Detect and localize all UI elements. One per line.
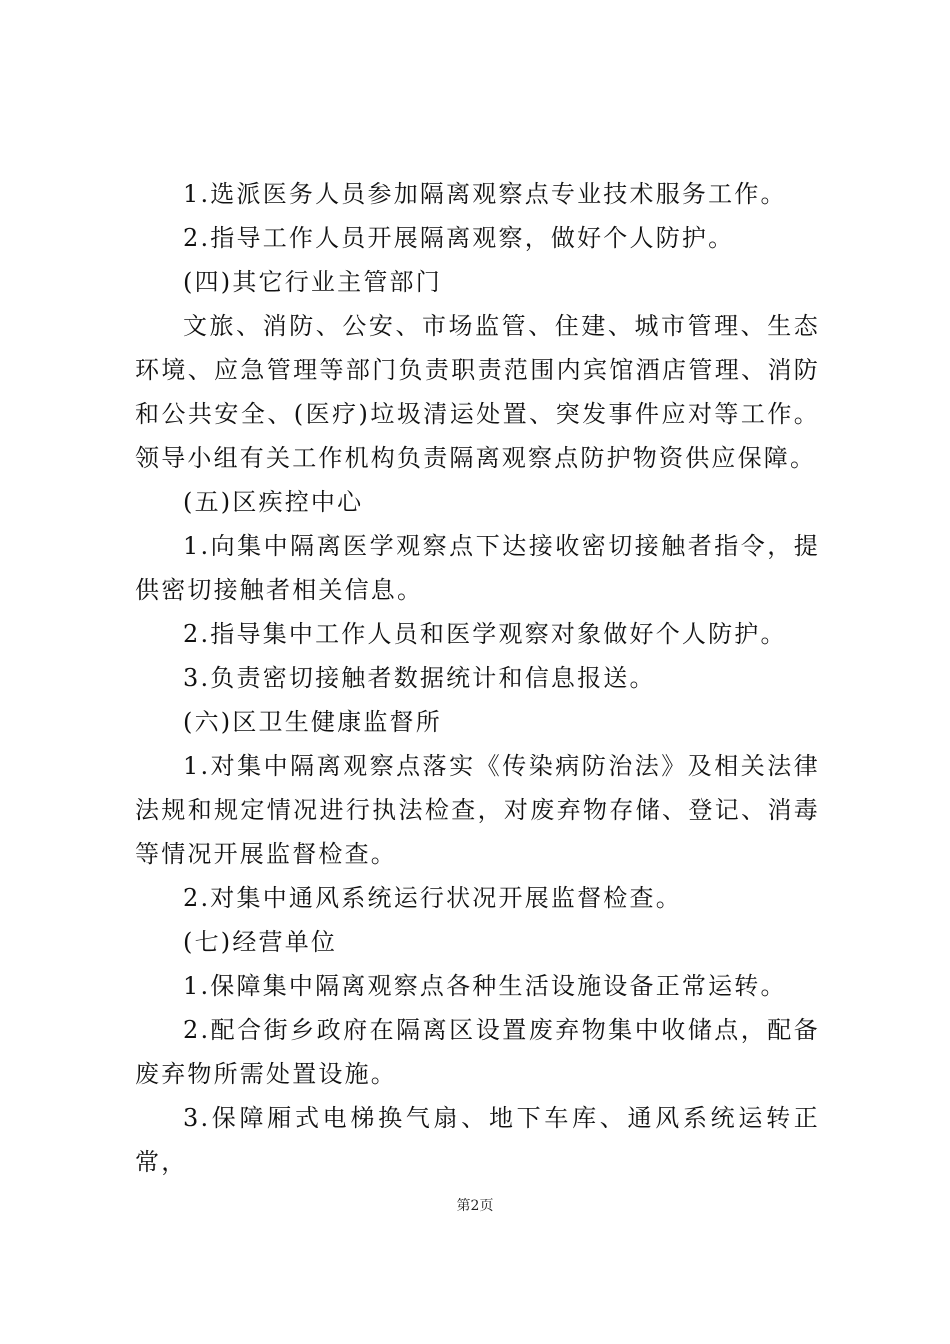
paragraph: 2.指导集中工作人员和医学观察对象做好个人防护。: [183, 620, 787, 648]
page-number: 第2页: [456, 1198, 494, 1214]
section-heading: (五)区疾控中心: [183, 488, 364, 516]
paragraph: 1.对集中隔离观察点落实《传染病防治法》及相关法律法规和规定情况进行执法检查，对废弃物存储、登记、消毒等情况开展监督检查。: [135, 752, 820, 868]
paragraph: 文旅、消防、公安、市场监管、住建、城市管理、生态环境、应急管理等部门负责职责范围内宾馆酒店管理、消防和公共安全、(医疗)垃圾清运处置、突发事件应对等工作。领导小组有关工作机构负责隔离观察点防护物资供应保障。: [135, 312, 820, 472]
paragraph: 3.保障厢式电梯换气扇、地下车库、通风系统运转正常，: [135, 1104, 820, 1176]
document-body: [135, 172, 820, 1184]
paragraph: 2.对集中通风系统运行状况开展监督检查。: [183, 884, 682, 912]
section-heading: (四)其它行业主管部门: [183, 268, 442, 296]
section-heading: (七)经营单位: [183, 928, 338, 956]
paragraph: 2.指导工作人员开展隔离观察，做好个人防护。: [183, 224, 735, 252]
paragraph: 1.保障集中隔离观察点各种生活设施设备正常运转。: [183, 972, 787, 1000]
paragraph: 1.选派医务人员参加隔离观察点专业技术服务工作。: [183, 180, 787, 208]
section-heading: (六)区卫生健康监督所: [183, 708, 442, 736]
paragraph: 3.负责密切接触者数据统计和信息报送。: [183, 664, 656, 692]
paragraph: 2.配合街乡政府在隔离区设置废弃物集中收储点，配备废弃物所需处置设施。: [135, 1016, 820, 1088]
paragraph: 1.向集中隔离医学观察点下达接收密切接触者指令，提供密切接触者相关信息。: [135, 532, 820, 604]
